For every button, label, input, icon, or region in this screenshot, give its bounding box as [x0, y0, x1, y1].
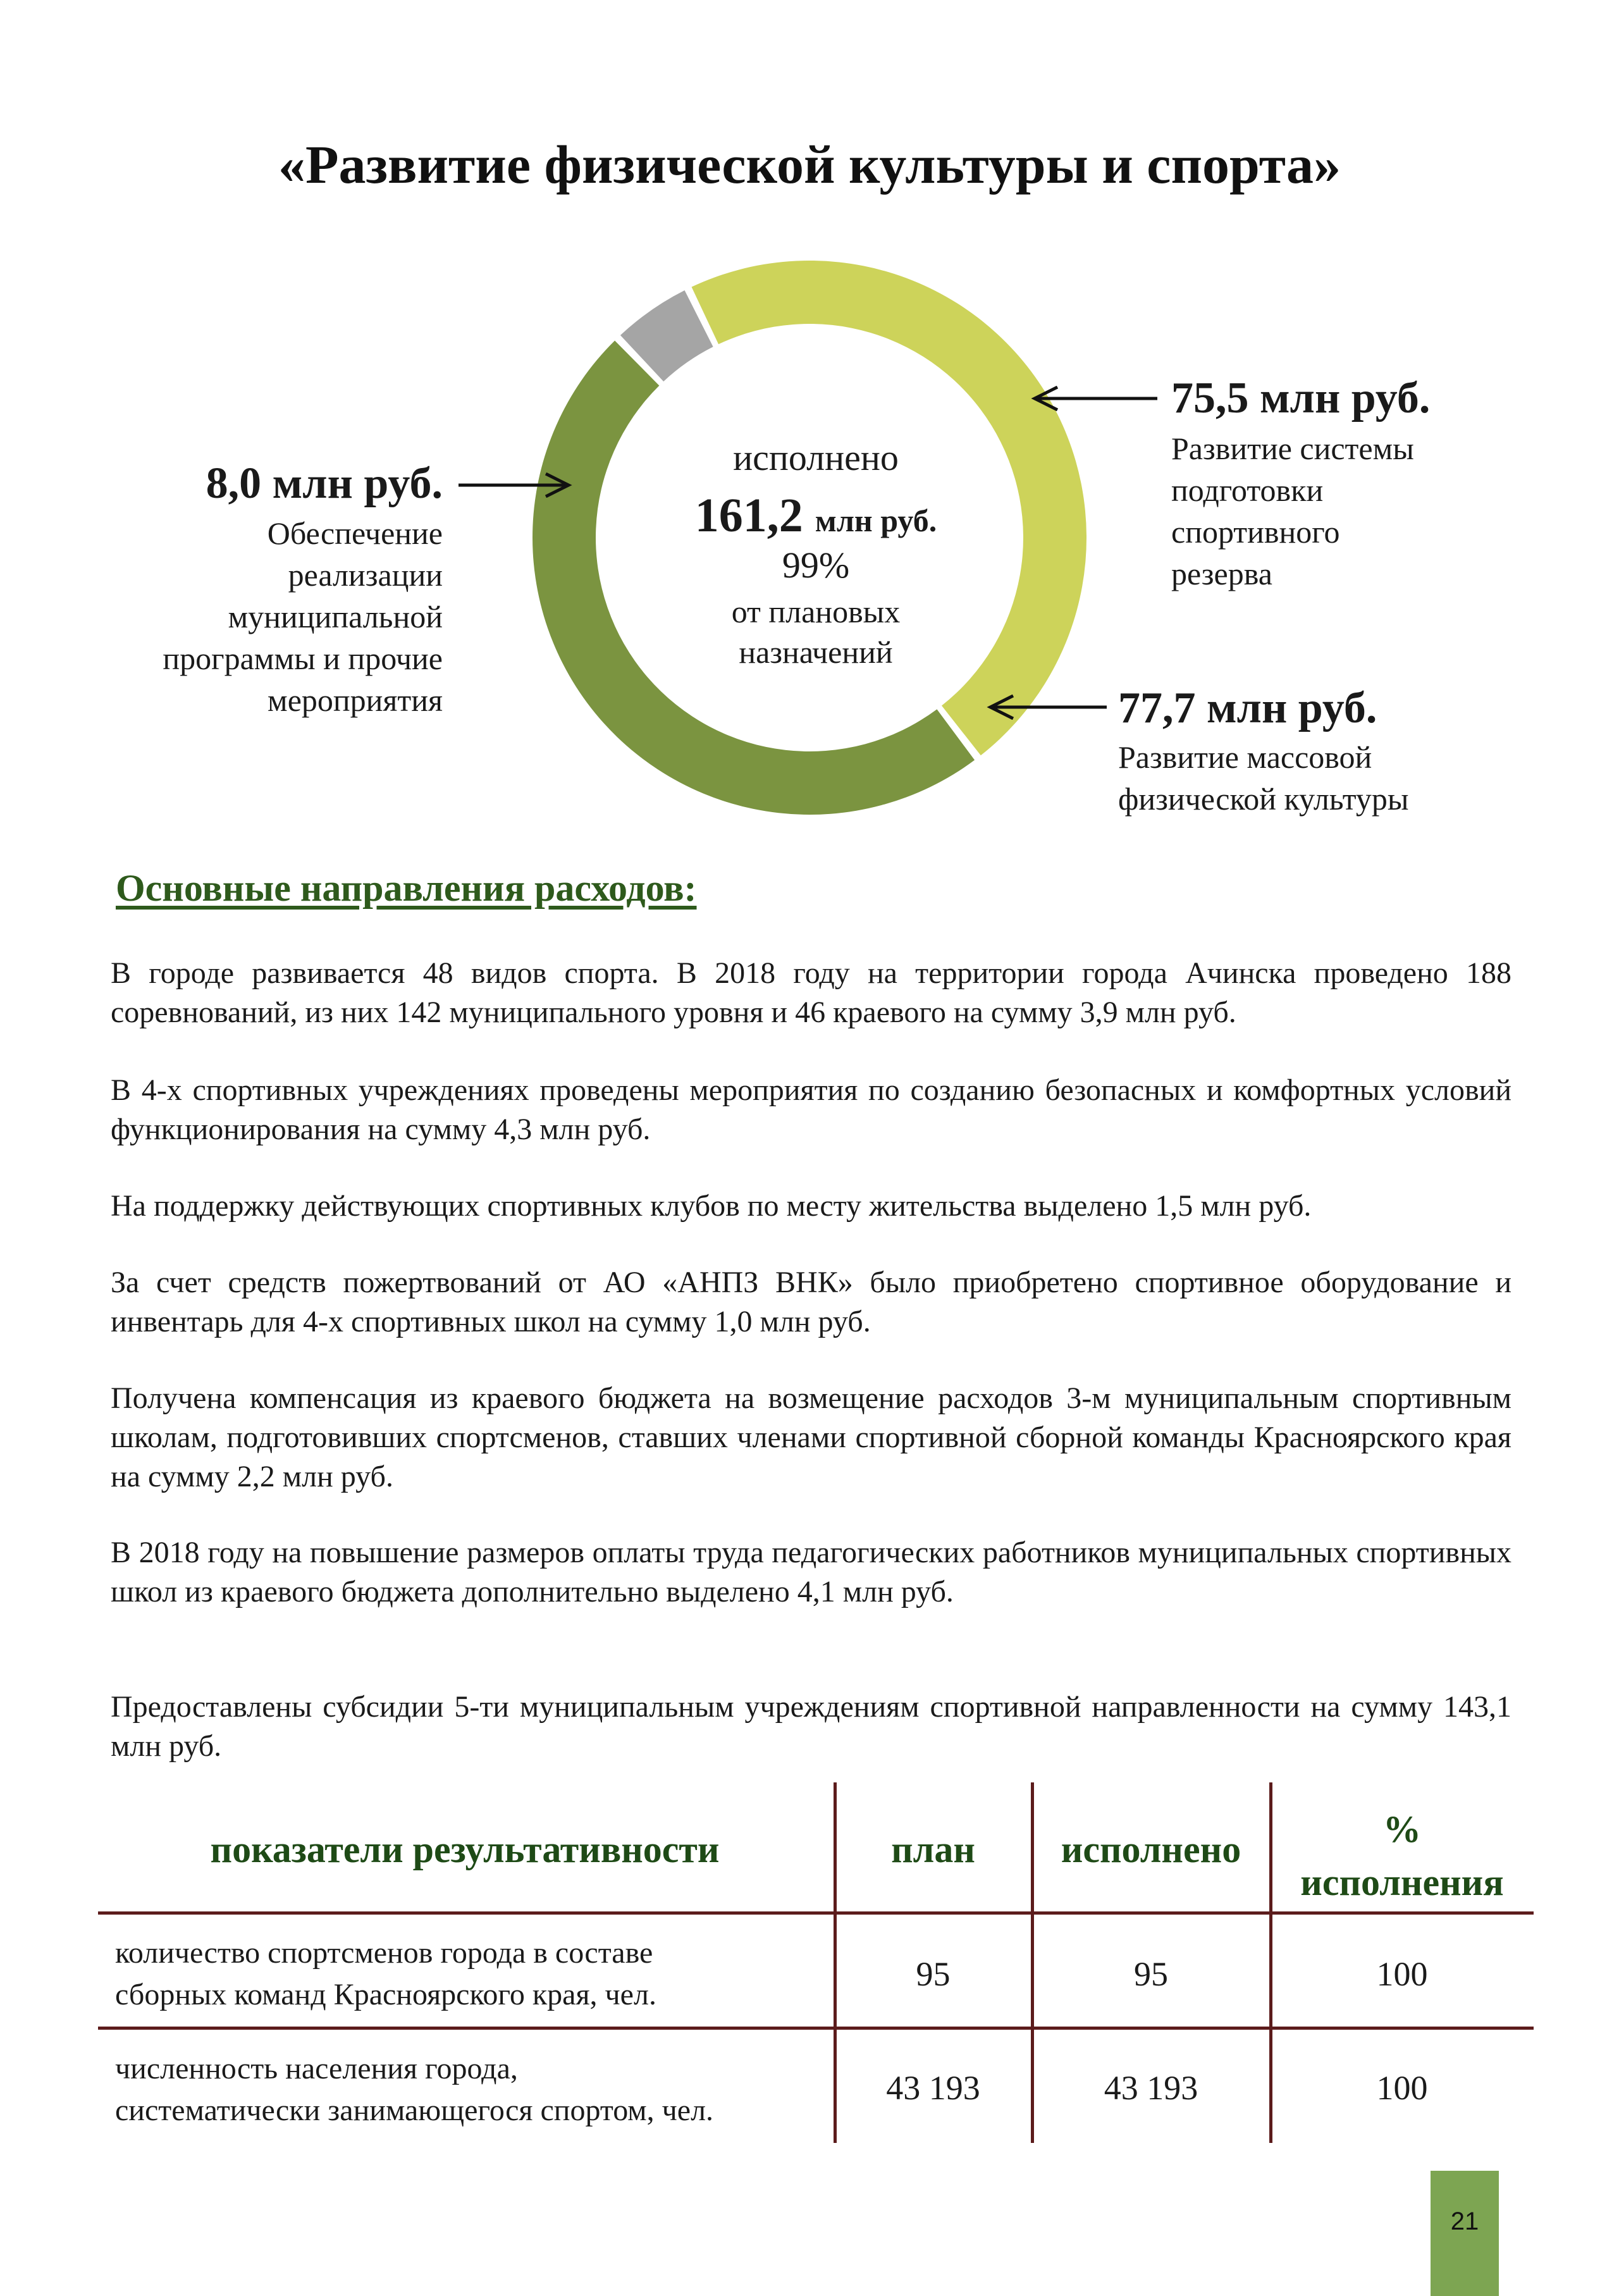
paragraph: За счет средств пожертвований от АО «АНПЗ ВНК» было приобретено спортивное оборудование и инвентарь для 4-х спортивных школ на сумму 1,0 млн руб.	[111, 1266, 1511, 1338]
table-header-done: исполнено	[1061, 1829, 1241, 1870]
table-row-divider	[98, 2027, 1534, 2030]
slice-desc-line: мероприятия	[268, 682, 443, 718]
table-cell-plan: 43 193	[886, 2069, 980, 2107]
slice-desc-reserve	[1171, 428, 1414, 595]
arrow-icon	[459, 472, 572, 498]
table-cell-indicator	[115, 1932, 830, 2016]
table-cell-line: количество спортсменов города в составе	[115, 1936, 653, 1970]
table-header-percent-line: исполнения	[1300, 1861, 1504, 1903]
page-title: «Развитие физической культуры и спорта»	[278, 134, 1341, 195]
table-cell-line: численность населения города,	[115, 2052, 518, 2085]
chart-center-percent: 99%	[782, 545, 850, 586]
table-cell-indicator	[115, 2048, 830, 2132]
slice-amount-reserve: 75,5 млн руб.	[1171, 374, 1431, 423]
slice-amount-program: 8,0 млн руб.	[206, 459, 443, 508]
chart-center-note-line: от плановых	[731, 594, 901, 629]
slice-desc-line: подготовки	[1171, 472, 1324, 508]
chart-center-total-value: 161,2	[694, 489, 803, 542]
paragraph: Предоставлены субсидии 5-ти муниципальным учреждениям спортивной направленности на сумму 143,1 млн руб.	[111, 1690, 1511, 1763]
slice-desc-line: Обеспечение	[267, 515, 443, 551]
slice-desc-line: Развитие системы	[1171, 431, 1414, 466]
arrow-icon	[987, 694, 1107, 720]
slice-desc-mass	[1118, 736, 1408, 820]
paragraph: В городе развивается 48 видов спорта. В 2018 году на территории города Ачинска проведено 188 соревнований, из них 142 муниципального уровня и 46 краевого на сумму 3,9 млн руб.	[111, 956, 1511, 1029]
section-heading: Основные направления расходов:	[116, 867, 697, 909]
chart-center-note-line: назначений	[739, 634, 893, 670]
table-cell-plan: 95	[916, 1955, 951, 1993]
table-row-divider	[98, 1911, 1534, 1915]
table-cell-done: 43 193	[1104, 2069, 1198, 2107]
table-header-percent-line: %	[1383, 1808, 1421, 1850]
paragraph: В 2018 году на повышение размеров оплаты труда педагогических работников муниципальных спортивных школ из краевого бюджета дополнительно выделено 4,1 млн руб.	[111, 1536, 1511, 1608]
table-cell-percent: 100	[1376, 1955, 1428, 1993]
table-header-plan: план	[891, 1829, 975, 1870]
table-cell-line: сборных команд Красноярского края, чел.	[115, 1978, 656, 2011]
slice-desc-line: резерва	[1171, 556, 1272, 591]
slice-desc-line: реализации	[288, 557, 443, 593]
table-cell-line: систематически занимающегося спортом, чел.	[115, 2094, 714, 2127]
slice-desc-line: физической культуры	[1118, 781, 1409, 817]
slice-amount-mass: 77,7 млн руб.	[1118, 684, 1377, 732]
slice-desc-line: спортивного	[1171, 514, 1340, 550]
chart-center-total	[651, 488, 980, 543]
arrow-icon	[1031, 386, 1157, 411]
page-number: 21	[1431, 2171, 1499, 2296]
table-header-percent	[1272, 1803, 1532, 1909]
table-header-indicator: показатели результативности	[210, 1829, 720, 1870]
paragraph: На поддержку действующих спортивных клубов по месту жительства выделено 1,5 млн руб.	[111, 1189, 1312, 1223]
slice-desc-line: Развитие массовой	[1118, 739, 1372, 775]
table-cell-done: 95	[1134, 1955, 1168, 1993]
chart-center-label: исполнено	[733, 437, 899, 478]
slice-desc-line: программы и прочие	[163, 641, 443, 676]
chart-center-note	[651, 591, 980, 672]
slice-desc-line: муниципальной	[228, 599, 443, 634]
chart-center-total-unit: млн руб.	[815, 503, 937, 538]
slice-desc-program	[163, 512, 443, 721]
paragraph: Получена компенсация из краевого бюджета на возмещение расходов 3-м муниципальным спортивным школам, подготовивших спортсменов, ставших членами спортивной сборной команды Красноярского края на сумму 2,2 млн руб.	[111, 1381, 1511, 1493]
paragraph: В 4-х спортивных учреждениях проведены мероприятия по созданию безопасных и комфортных условий функционирования на сумму 4,3 млн руб.	[111, 1073, 1511, 1146]
table-cell-percent: 100	[1376, 2069, 1428, 2107]
